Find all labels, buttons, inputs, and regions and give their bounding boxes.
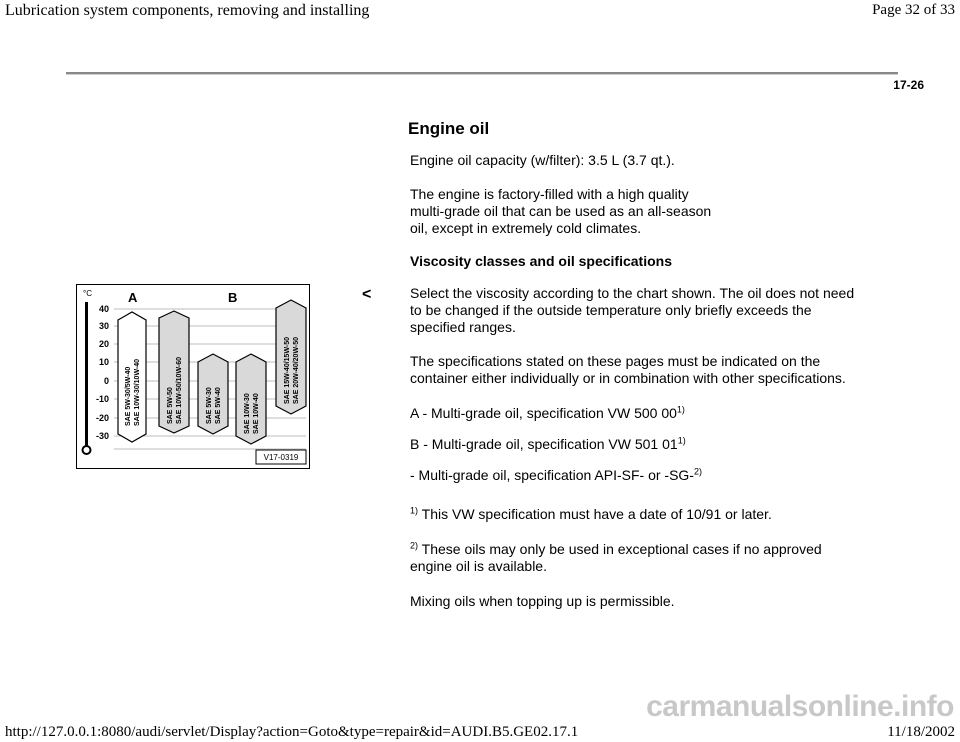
text-line: specified ranges. <box>410 319 516 335</box>
temp-tick: -30 <box>95 431 109 441</box>
spec-item-a: A - Multi-grade oil, specification VW 500 00$^{1)}$ <box>410 404 685 421</box>
temp-tick: 30 <box>98 321 109 331</box>
page-number: Page 32 of 33 <box>872 2 955 18</box>
temp-tick: 20 <box>98 339 109 349</box>
band-label: SAE 10W-30 <box>244 393 251 434</box>
footnote-ref: 1) <box>676 404 685 415</box>
temp-tick: 40 <box>98 304 109 314</box>
thermometer-icon <box>85 302 88 447</box>
footnote-marker: 2) <box>410 540 419 551</box>
temp-tick: 0 <box>103 376 109 386</box>
band-label: SAE 5W-30 <box>206 387 213 424</box>
mixing-note: Mixing oils when topping up is permissible. <box>410 593 675 609</box>
band-label: SAE 5W-50 <box>167 387 174 424</box>
group-b-label: B <box>228 290 238 305</box>
factory-fill-paragraph <box>410 186 900 237</box>
band-b4 <box>276 300 306 414</box>
spec-item-b: B - Multi-grade oil, specification VW 501 01$^{1)}$ <box>410 435 686 452</box>
temp-tick: -10 <box>95 394 109 404</box>
figure-code: V17-0319 <box>263 453 299 462</box>
spec-item-api: - Multi-grade oil, specification API-SF- or -SG-$^{2)}$ <box>410 466 702 483</box>
capacity-text: Engine oil capacity (w/filter): 3.5 L (3.7 qt.). <box>410 152 675 168</box>
band-label: SAE 20W-40/20W-50 <box>293 336 300 404</box>
viscosity-chart-figure <box>76 284 310 469</box>
text-line: The engine is factory-filled with a high quality <box>410 186 689 202</box>
footer-date: 11/18/2002 <box>887 724 955 740</box>
arrow-left-icon: < <box>362 286 372 303</box>
unit-label: °C <box>83 289 92 298</box>
footnote-ref: 1) <box>677 435 686 446</box>
temp-tick: 10 <box>98 357 109 367</box>
text-line: engine oil is available. <box>410 558 547 574</box>
band-label: SAE 5W-40 <box>215 387 222 424</box>
page-header-title: Lubrication system components, removing and installing <box>5 2 370 19</box>
viscosity-subheading: Viscosity classes and oil specifications <box>410 253 672 269</box>
section-number: 17-26 <box>893 78 924 92</box>
header-rule <box>66 72 898 75</box>
specification-paragraph <box>410 353 900 387</box>
temp-tick: -20 <box>95 413 109 423</box>
band-b3 <box>236 354 266 444</box>
text-line: to be changed if the outside temperature only briefly exceeds the <box>410 302 812 318</box>
group-a-label: A <box>128 290 138 305</box>
text-line: Select the viscosity according to the chart shown. The oil does not need <box>410 285 855 301</box>
band-label: SAE 10W-50/10W-60 <box>176 356 183 424</box>
text-line: container either individually or in combination with other specifications. <box>410 370 846 386</box>
text-line: The specifications stated on these pages must be indicated on the <box>410 353 821 369</box>
band-label: SAE 5W-30/5W-40 <box>125 366 132 426</box>
page-title: Engine oil <box>408 119 490 138</box>
footnote-ref: 2) <box>693 466 702 477</box>
footnote-marker: 1) <box>410 505 419 516</box>
footer-url: http://127.0.0.1:8080/audi/servlet/Display?action=Goto&type=repair&id=AUDI.B5.GE02.17.1 <box>5 724 579 740</box>
figure-frame <box>77 285 310 469</box>
watermark-logo: carmanualsonline.info <box>646 690 954 723</box>
text-line: oil, except in extremely cold climates. <box>410 220 642 236</box>
band-label: SAE 10W-30/10W-40 <box>134 358 141 426</box>
band-label: SAE 15W-40/15W-50 <box>284 336 291 404</box>
footnote-1: $^{1)}$ This VW specification must have a date of 10/91 or later. <box>410 505 772 522</box>
band-label: SAE 10W-40 <box>253 393 260 434</box>
band-a <box>118 312 146 442</box>
text-line: multi-grade oil that can be used as an all-season <box>410 203 712 219</box>
band-b2 <box>198 354 228 434</box>
band-b1 <box>159 311 189 433</box>
footnote-2: $^{2)}$ These oils may only be used in exceptional cases if no approved engine oil is available. <box>410 541 900 575</box>
viscosity-select-paragraph <box>410 285 900 336</box>
